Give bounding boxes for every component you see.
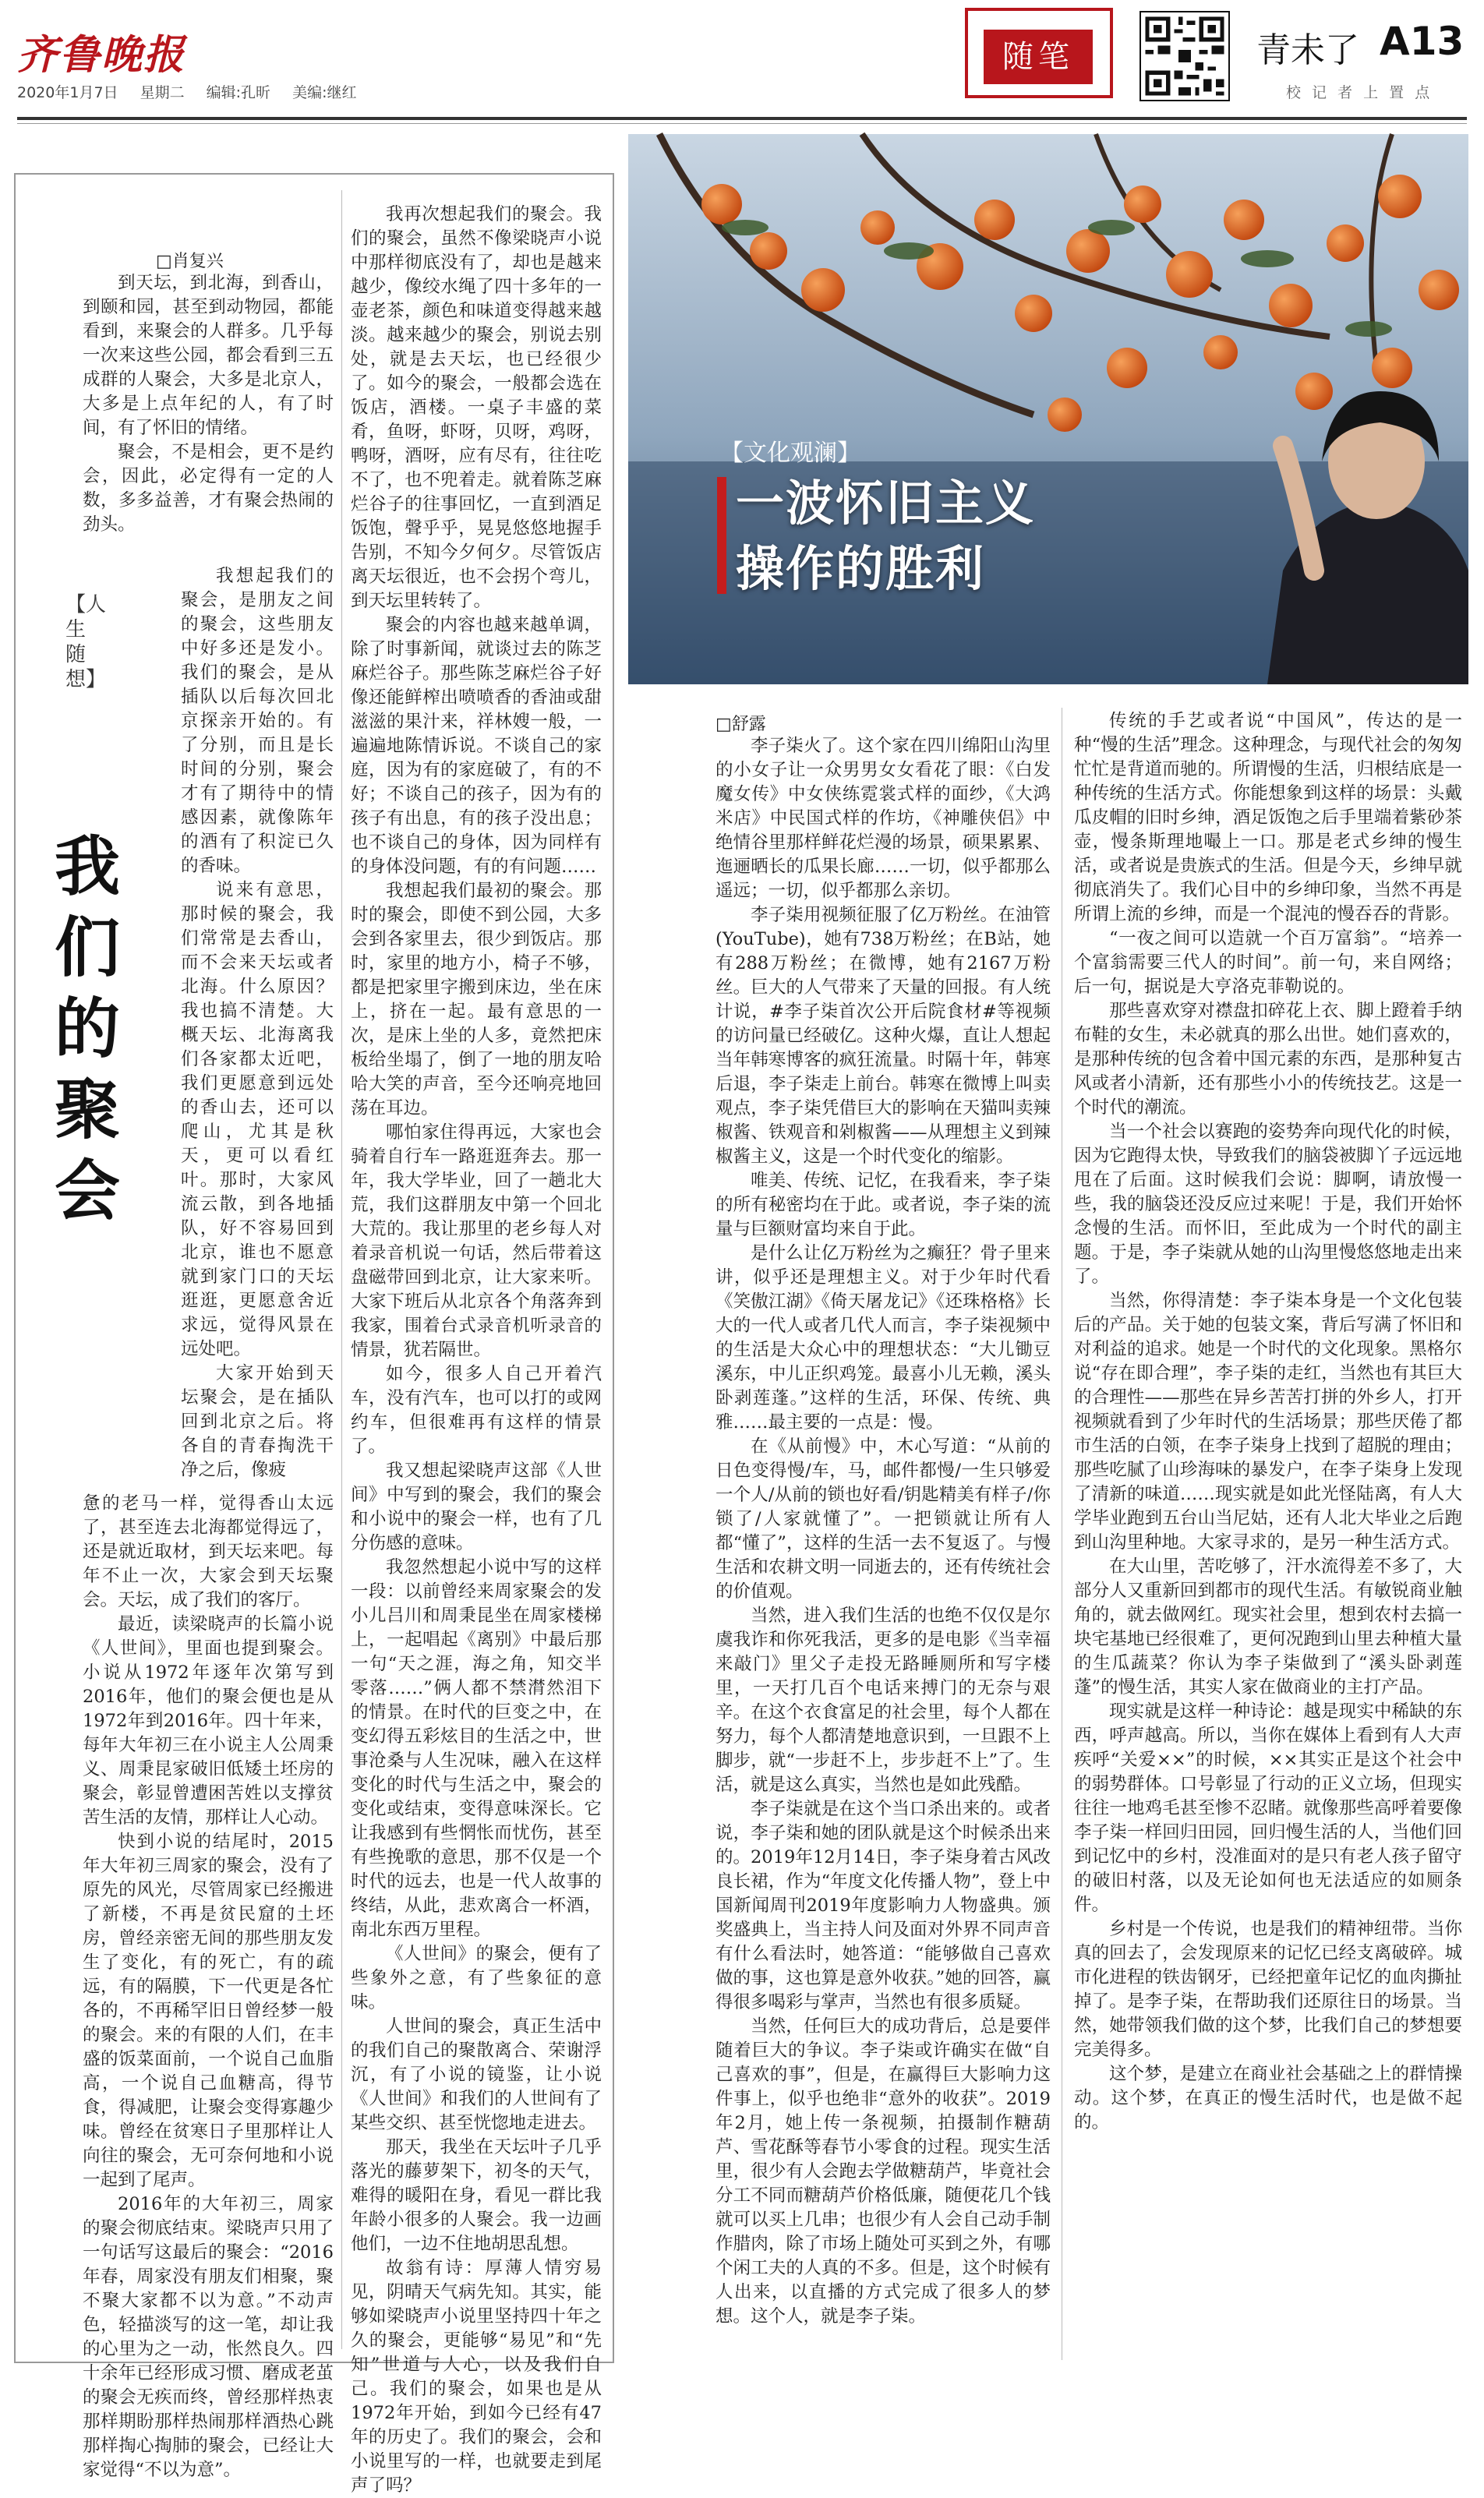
paragraph: 唯美、传统、记忆，在我看来，李子柒的所有秘密均在于此。或者说，李子柒的流量与巨额财富均来自于此。 <box>716 1171 1051 1239</box>
left-article-column <box>351 203 602 2496</box>
header-rule-thin <box>17 123 1467 124</box>
page-number: A13 <box>1380 19 1465 64</box>
paragraph: 我又想起梁晓声这部《人世间》中写到的聚会，我们的聚会和小说中的聚会一样，也有了几分伤感的意味。 <box>351 1461 602 1553</box>
issue-date: 2020年1月7日 <box>17 84 118 101</box>
paragraph: 我再次想起我们的聚会。我们的聚会，虽然不像梁晓声小说中那样彻底没有了，却也是越来越少，像绞水绳了四十多年的一壶老茶，颜色和味道变得越来越淡。越来越少的聚会，别说去别处，就是去天坛，也已经很少了。如今的聚会，一般都会选在饭店，酒楼。一桌子丰盛的菜肴，鱼呀，虾呀，贝呀，鸡呀，鸭呀，酒呀，应有尽有，往往吃不了，也不兜着走。就着陈芝麻烂谷子的往事回忆，一直到酒足饭饱，聲乎乎，晃晃悠悠地握手告别，不知今夕何夕。尽管饭店离天坛很近，也不会拐个弯儿，到天坛里转转了。 <box>351 204 602 611</box>
newspaper-masthead: 齐鲁晚报 <box>17 31 186 79</box>
paragraph: 聚会的内容也越来越单调，除了时事新闻，就谈过去的陈芝麻烂谷子。那些陈芝麻烂谷子好像还能鲜榨出喷喷香的香油或甜滋滋的果汁来，祥林嫂一般，一遍遍地陈情诉说。不谈自己的家庭，因为有的家庭破了，有的不好；不谈自己的孩子，因为有的孩子有出息，有的孩子没出息；也不谈自己的身体，因为同样有的身体没问题，有的有问题…… <box>351 615 602 877</box>
paragraph: 在《从前慢》中，木心写道：“从前的日色变得慢/车，马，邮件都慢/一生只够爱一个人/从前的锁也好看/钥匙精美有样子/你锁了/人家就懂了”。一把锁就让所有人都“懂了”，这样的生活一去不复返了。与慢生活和农耕文明一同逝去的，还有传统社会的价值观。 <box>716 1436 1051 1602</box>
persimmon-photo <box>628 134 1468 684</box>
left-article-author: □肖复兴 <box>156 252 224 271</box>
left-article-title: 我们的聚会 <box>55 829 121 1229</box>
section-label: 随笔 <box>984 30 1093 84</box>
paragraph: 说来有意思，那时候的聚会，我们常常是去香山，而不会来天坛或者北海。什么原因？我也搞不清楚。大概天坛、北海离我们各家都太近吧，我们更愿意到远处的香山去，还可以爬山，尤其是秋天，更可以看红叶。那时，大家风流云散，到各地插队，好不容易回到北京，谁也不愿意就到家门口的天坛逛逛，更愿意舍近求远，觉得风景在远处吧。 <box>181 880 334 1359</box>
designer-credit: 美编:继红 <box>292 84 357 101</box>
dateline <box>17 81 374 102</box>
right-article-author: □舒露 <box>716 715 766 734</box>
paragraph: 人世间的聚会，真正生活中的我们自己的聚散离合、荣谢浮沉，有了小说的镜鉴，让小说《人世间》和我们的人世间有了某些交织、甚至恍惚地走进去。 <box>351 2016 602 2133</box>
paragraph: 当一个社会以赛跑的姿势奔向现代化的时候，因为它跑得太快，导致我们的脑袋被脚丫子远远地甩在了后面。这时候我们会说：脚啊，请放慢一些，我的脑袋还没反应过来呢！于是，我们开始怀念慢的生活。而怀旧，至此成为一个时代的副主题。于是，李子柒就从她的山沟里慢悠悠地走出来了。 <box>1074 1122 1462 1287</box>
right-article-title <box>736 471 1035 602</box>
right-article-column <box>1074 709 1462 2362</box>
paragraph: 2016年的大年初三，周家的聚会彻底结束。梁晓声只用了一句话写这最后的聚会：“2016年春，周家没有朋友们相聚，聚不聚大家都不以为意。”不动声色，轻描淡写的这一笔，却让我的心里为之一动，怅然良久。四十余年已经形成习惯、磨成老茧的聚会无疾而终，曾经那样热衷那样期盼那样热闹那样酒热心跳那样掏心掏肺的聚会，已经让大家觉得“不以为意”。 <box>83 2194 334 2480</box>
paragraph: 李子柒用视频征服了亿万粉丝。在油管(YouTube)，她有738万粉丝；在B站，她有288万粉丝；在微博，她有2167万粉丝。巨大的人气带来了天量的回报。有人统计说，#李子柒首次公开后院食材#等视频的访问量已经破亿。这种火爆，直让人想起当年韩寒博客的疯狂流量。时隔十年，韩寒后退，李子柒走上前台。韩寒在微博上叫卖观点，李子柒凭借巨大的影响在天猫叫卖辣椒酱、铁观音和剁椒酱——从理想主义到辣椒酱主义，这是一个时代变化的缩影。 <box>716 905 1051 1167</box>
paragraph: 惫的老马一样，觉得香山太远了，甚至连去北海都觉得远了，还是就近取材，到天坛来吧。每年不止一次，大家会到天坛聚会。天坛，成了我们的客厅。 <box>83 1493 334 1610</box>
left-article-column <box>83 1492 334 2480</box>
paragraph: 传统的手艺或者说“中国风”，传达的是一种“慢的生活”理念。这种理念，与现代社会的匆匆忙忙是背道而驰的。所谓慢的生活，归根结底是一种传统的生活方式。你能想象到这样的场景：头戴瓜皮帽的旧时乡绅，酒足饭饱之后手里端着紫砂茶壶，慢条斯理地嘬上一口。那是老式乡绅的慢生活，或者说是贵族式的生活。但是今天，乡绅早就彻底消失了。我们心目中的乡绅印象，当然不再是所谓上流的乡绅，而是一个混沌的慢吞吞的背影。 <box>1074 711 1462 924</box>
header-rule <box>17 117 1467 120</box>
paragraph: 在大山里，苦吃够了，汗水流得差不多了，大部分人又重新回到都市的现代生活。有敏锐商业触角的，就去做网红。现实社会里，想到农村去搞一块宅基地已经很难了，更何况跑到山里去种植大量的生瓜蔬菜？你认为李子柒做到了“溪头卧剥莲蓬”的慢生活，其实人家在做商业的主打产品。 <box>1074 1556 1462 1698</box>
paragraph: 这个梦，是建立在商业社会基础之上的群情操动。这个梦，在真正的慢生活时代，也是做不起的。 <box>1074 2064 1462 2132</box>
paragraph: 我想起我们最初的聚会。那时的聚会，即使不到公园，大多会到各家里去，很少到饭店。那时，家里的地方小，椅子不够，都是把家里字搬到床边，坐在床上，挤在一起。最有意思的一次，是床上坐的人多，竟然把床板给坐塌了，倒了一地的朋友哈哈大笑的声音，至今还响亮地回荡在耳边。 <box>351 881 602 1118</box>
title-line: 一波怀旧主义 <box>736 475 1036 532</box>
issue-weekday: 星期二 <box>140 84 185 101</box>
paragraph: 是什么让亿万粉丝为之癫狂？骨子里来讲，似乎还是理想主义。对于少年时代看《笑傲江湖》《倚天屠龙记》《还珠格格》长大的一代人或者几代人而言，李子柒视频中的生活是大众心中的理想状态：“大儿锄豆溪东，中儿正织鸡笼。最喜小儿无赖，溪头卧剥莲蓬。”这样的生活，环保、传统、典雅……最主要的一点是：慢。 <box>716 1243 1051 1433</box>
page-column-name: 青未了 <box>1256 30 1359 70</box>
paragraph: 当然，进入我们生活的也绝不仅仅是尔虞我诈和你死我活，更多的是电影《当幸福来敲门》里父子走投无路睡厕所和写字楼里，一天打几百个电话来搏门的无奈与艰辛。在这个衣食富足的社会里，每个人都在努力，每个人都清楚地意识到，一旦跟不上脚步，就“一步赶不上，步步赶不上”了。生活，就是这么真实，当然也是如此残酷。 <box>716 1606 1051 1795</box>
left-article-column <box>83 271 334 567</box>
paragraph: 快到小说的结尾时，2015年大年初三周家的聚会，没有了原先的风光，尽管周家已经搬进了新楼，不再是贫民窟的土坯房，曾经亲密无间的那些朋友发生了变化，有的死亡，有的疏远，有的隔膜，下一代更是各忙各的，不再稀罕旧日曾经梦一般的聚会。来的有限的人们，在丰盛的饭菜面前，一个说自己血脂高，一个说自己血糖高，得节食，得减肥，让聚会变得寡趣少味。曾经在贫寒日子里那样让人向往的聚会，无可奈何地和小说一起到了尾声。 <box>83 1832 334 2190</box>
page-roles: 校 记 者 上 置 点 <box>1286 84 1433 101</box>
paragraph: 当然，任何巨大的成功背后，总是要伴随着巨大的争议。李子柒或许确实在做“自己喜欢的事”，但是，在赢得巨大影响力这件事上，似乎也绝非“意外的收获”。2019年2月，她上传一条视频，拍摄制作糖葫芦、雪花酥等春节小零食的过程。现实生活里，很少有人会跑去学做糖葫芦，毕竟社会分工不同而糖葫芦价格低廉，随便花几个钱就可以买上几串；也很少有人会自己动手制作腊肉，除了市场上随处可买到之外，有哪个闲工夫的人真的不多。但是，这个时候有人出来，以直播的方式完成了很多人的梦想。这个人，就是李子柒。 <box>716 2016 1051 2327</box>
paragraph: 我想起我们的聚会，是朋友之间的聚会，这些朋友中好多还是发小。我们的聚会，是从插队以后每次回北京探亲开始的。有了分别，而且是长时间的分别，聚会才有了期待中的情感因素，就像陈年的酒有了积淀已久的香味。 <box>181 566 334 876</box>
article-kicker: 【文化观澜】 <box>720 440 860 467</box>
left-article-column <box>181 564 334 1495</box>
paragraph: 那天，我坐在天坛叶子几乎落光的藤萝架下，初冬的天气，难得的暖阳在身，看见一群比我年龄小很多的人聚会。我一边画他们，一边不住地胡思乱想。 <box>351 2137 602 2254</box>
paragraph: 乡村是一个传说，也是我们的精神纽带。当你真的回去了，会发现原来的记忆已经支离破碎。城市化进程的铁齿钢牙，已经把童年记忆的血肉撕扯掉了。是李子柒，在帮助我们还原往日的场景。当然，她带领我们做的这个梦，比我们自己的梦想要完美得多。 <box>1074 1919 1462 2060</box>
editor-credit: 编辑:孔昕 <box>206 84 271 101</box>
paragraph: 现实就是这样一种诗论：越是现实中稀缺的东西，呼声越高。所以，当你在媒体上看到有人大声疾呼“关爱××”的时候，××其实正是这个社会中的弱势群体。口号彰显了行动的正义立场，但现实往往一地鸡毛甚至惨不忍睹。就像那些高呼着要像李子柒一样回归田园，回归慢生活的人，当他们回到记忆中的乡村，没准面对的是只有老人孩子留守的破旧村落，以及无论如何也无法适应的如厕条件。 <box>1074 1701 1462 1915</box>
paragraph: 聚会，不是相会，更不是约会，因此，必定得有一定的人数，多多益善，才有聚会热闹的劲头。 <box>83 442 334 535</box>
paragraph: 故翁有诗：厚薄人情穷易见，阴晴天气病先知。其实，能够如梁晓声小说里坚持四十年之久的聚会，更能够“易见”和“先知”世道与人心，以及我们自己。我们的聚会，如果也是从1972年开始，到如今已经有47年的历史了。我们的聚会，会和小说里写的一样，也就要走到尾声了吗？ <box>351 2258 602 2496</box>
paragraph: 最近，读梁晓声的长篇小说《人世间》，里面也提到聚会。小说从1972年逐年次第写到2016年，他们的聚会便也是从1972年到2016年。四十年来，每年大年初三在小说主人公周秉义、周秉昆家破旧低矮土坯房的聚会，彰显曾遭困苦姓以支撑贫苦生活的友情，那样让人心动。 <box>83 1614 334 1828</box>
qr-code-icon[interactable] <box>1140 11 1230 101</box>
paragraph: 《人世间》的聚会，便有了些象外之意，有了些象征的意味。 <box>351 1944 602 2012</box>
paragraph: 李子柒火了。这个家在四川绵阳山沟里的小女子让一众男男女女看花了眼：《白发魔女传》中女侠练霓裳式样的面纱，《大鸿米店》中民国式样的作坊，《神雕侠侣》中绝情谷里那样鲜花烂漫的场景，硕果累累、迤逦晒长的瓜果长廊……一切，似乎都那么遥远；一切，似乎都那么亲切。 <box>716 736 1051 901</box>
right-article-column <box>716 734 1051 2363</box>
paragraph: 我忽然想起小说中写的这样一段：以前曾经来周家聚会的发小儿吕川和周秉昆坐在周家楼梯上，一起唱起《离别》中最后那一句“天之涯，海之角，知交半零落……”俩人都不禁潸然泪下的情景。在时代的巨变之中，在变幻得五彩炫目的生活之中，世事沧桑与人生况味，融入在这样变化的时代与生活之中，聚会的变化或结束，变得意味深长。它让我感到有些惘怅而忧伤，甚至有些挽歌的意思，那不仅是一个时代的远去，也是一代人故事的终结，从此，悲欢离合一杯酒，南北东西万里程。 <box>351 1557 602 1940</box>
paragraph: 大家开始到天坛聚会，是在插队回到北京之后。将各自的青春掏洗干净之后，像疲 <box>181 1363 334 1480</box>
paragraph: 那些喜欢穿对襟盘扣碎花上衣、脚上蹬着手纳布鞋的女生，未必就真的那么出世。她们喜欢的，是那种传统的包含着中国元素的东西，是那种复古风或者小清新，还有那些小小的传统技艺。这是一个时代的潮流。 <box>1074 1001 1462 1118</box>
paragraph: 到天坛，到北海，到香山，到颐和园，甚至到动物园，都能看到，来聚会的人群多。几乎每一次来这些公园，都会看到三五成群的人聚会，大多是北京人，大多是上点年纪的人，有了时间，有了怀旧的情绪。 <box>83 273 334 438</box>
paragraph: 李子柒就是在这个当口杀出来的。或者说，李子柒和她的团队就是这个时候杀出来的。2019年12月14日，李子柒身着古风改良长裙，作为“年度文化传播人物”，登上中国新闻周刊2019年度影响力人物盛典。颁奖盛典上，当主持人问及面对外界不同声音有什么看法时，她答道：“能够做自己喜欢做的事，这也算是意外收获。”她的回答，赢得很多喝彩与掌声，当然也有很多质疑。 <box>716 1799 1051 2012</box>
title-accent-bar <box>717 477 726 594</box>
paragraph: 当然，你得清楚：李子柒本身是一个文化包装后的产品。关于她的包装文案，背后写满了怀旧和对利益的追求。她是一个时代的文化现象。黑格尔说“存在即合理”，李子柒的走红，当然也有其巨大的合理性——那些在异乡苦苦打拼的外乡人，打开视频就看到了少年时代的生活场景；那些厌倦了都市生活的白领，在李子柒身上找到了超脱的理由；那些吃腻了山珍海味的暴发户，在李子柒身上发现了清新的味道……现实就是如此光怪陆离，有人大学毕业跑到五台山当尼姑，还有人北大毕业之后跑到山沟里种地。大家寻求的，是另一种生活方式。 <box>1074 1291 1462 1553</box>
paragraph: 哪怕家住得再远，大家也会骑着自行车一路逛逛奔去。那一年，我大学毕业，回了一趟北大荒，我们这群朋友中第一个回北大荒的。我让那里的老乡每人对着录音机说一句话，然后带着这盘磁带回到北京，让大家来听。大家下班后从北京各个角落奔到我家，围着台式录音机听录音的情景，犹若隔世。 <box>351 1122 602 1360</box>
column-tag: 【人生随想】 <box>65 593 107 691</box>
title-line: 操作的胜利 <box>736 540 986 597</box>
column-divider <box>341 190 342 2349</box>
paragraph: “一夜之间可以造就一个百万富翁”。“培养一个富翁需要三代人的时间”。前一句，来自网络；后一句，据说是大亨洛克菲勒说的。 <box>1074 928 1462 997</box>
paragraph: 如今，很多人自己开着汽车，没有汽车，也可以打的或网约车，但很难再有这样的情景了。 <box>351 1364 602 1457</box>
